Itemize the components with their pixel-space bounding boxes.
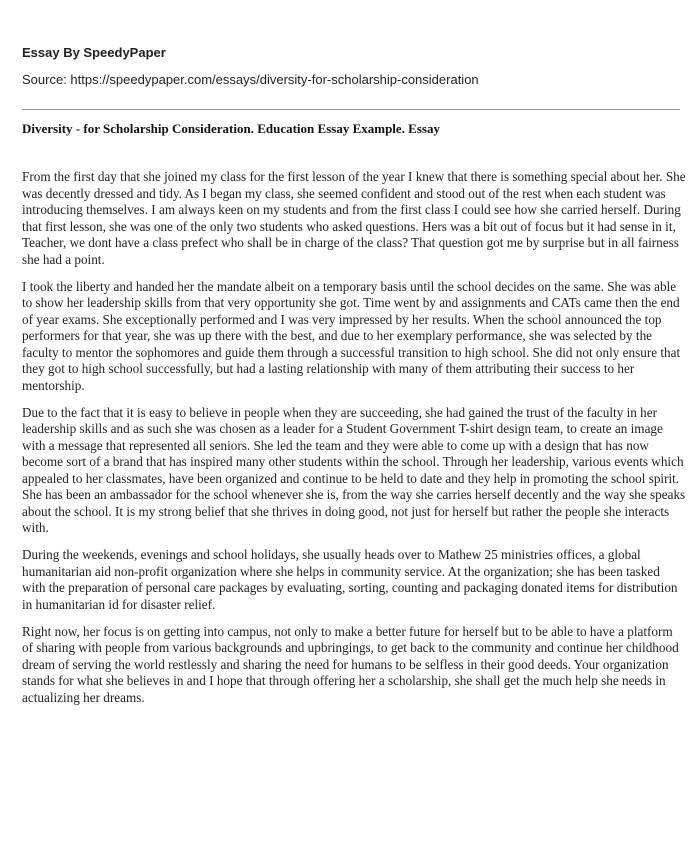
essay-paragraph-3: Due to the fact that it is easy to believe in people when they are succeeding, she had gained the trust of the faculty in her leadership skills and as such she was chosen as a leader for a Student Government T-shirt design team, to create an image with a message that represented all seniors. She led the team and they were able to come up with a design that has now become sort of a brand that has inspired many other students within the school. Through her leadership, various events which appealed to her classmates, have been organized and continue to be held to date and they help in promoting the school spirit. She has been an ambassador for the school whenever she is, from the way she carries herself decently and the way she speaks about the school. It is my strong belief that she thrives in doing good, not just for herself but rather the people she interacts with. [22,404,686,535]
essay-paragraph-1: From the first day that she joined my class for the first lesson of the year I knew that there is something special about her. She was decently dressed and tidy. As I began my class, she seemed confident and stood out of the rest when each student was introducing themselves. I am always keen on my students and from the first class I could see how she carried herself. During that first lesson, she was one of the only two students who asked questions. Hers was a bit out of focus but it had sense in it, Teacher, we dont have a class prefect who shall be in charge of the class? That question got me by surprise but in all fairness she had a point. [22,169,686,267]
essay-title: Diversity - for Scholarship Consideration. Education Essay Example. Essay [22,121,440,136]
document-header-title: Essay By SpeedyPaper [22,45,166,60]
header-divider [22,109,680,110]
essay-paragraph-5: Right now, her focus is on getting into campus, not only to make a better future for herself but to be able to have a platform of sharing with people from various backgrounds and upbringings, to get back to the community and continue her childhood dream of serving the world restlessly and sharing the need for humans to be selfless in their good deeds. Your organization stands for what she believes in and I hope that through offering her a scholarship, she shall get the much help she needs in actualizing her dreams. [22,623,679,705]
essay-body [22,169,686,717]
essay-paragraph-4: During the weekends, evenings and school holidays, she usually heads over to Mathew 25 ministries offices, a global humanitarian aid non-profit organization where she helps in community service. At the organization; she has been tasked with the preparation of personal care packages by evaluating, sorting, counting and packaging donated items for distribution in humanitarian id for disaster relief. [22,547,678,612]
source-url-line: Source: https://speedypaper.com/essays/diversity-for-scholarship-consideration [22,72,479,87]
essay-paragraph-2: I took the liberty and handed her the mandate albeit on a temporary basis until the school decides on the same. She was able to show her leadership skills from that very opportunity she got. Time went by and assignments and CATs came then the end of year exams. She exceptionally performed and I was very impressed by her results. When the school announced the top performers for that year, she was up there with the best, and due to her exemplary performance, she was selected by the faculty to mentor the sophomores and guide them through a successful transition to high school. She did not only ensure that they got to high school successfully, but had a lasting relationship with many of them attributing their success to her mentorship. [22,278,681,393]
